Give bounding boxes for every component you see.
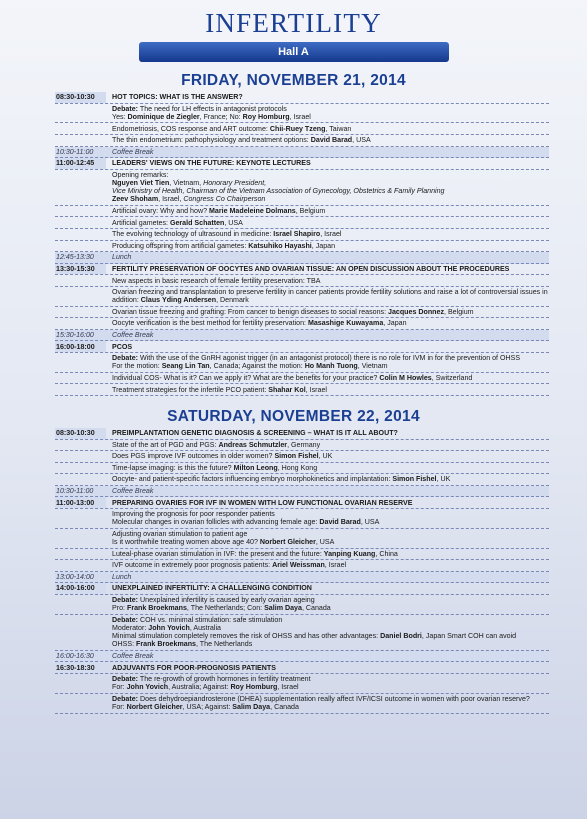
- time-cell: [55, 307, 106, 318]
- talk-content: [106, 674, 549, 693]
- talk-line: [112, 105, 549, 113]
- talk-row: [55, 135, 549, 147]
- talk-line: [112, 136, 549, 144]
- speaker-name: Ho Manh Tuong: [304, 362, 358, 371]
- talk-line: [112, 179, 549, 187]
- talk-text: COH vs. minimal stimulation: safe stimulation: [138, 615, 283, 624]
- talk-line: [112, 475, 549, 483]
- talk-row: [55, 440, 549, 452]
- speaker-name: Dominique de Ziegler: [127, 112, 200, 121]
- talk-text: , Japan: [311, 241, 336, 250]
- talk-row: [55, 474, 549, 486]
- time-cell: [55, 674, 106, 693]
- talk-text: The need for LH effects in antagonist protocols: [138, 104, 287, 113]
- time-cell: [55, 135, 106, 146]
- speaker-name: Norbert Gleicher: [126, 703, 183, 712]
- time-cell: 16:30-18:30: [55, 662, 106, 673]
- time-cell: 16:00-16:30: [55, 651, 106, 662]
- talk-content: [106, 440, 549, 451]
- speaker-name: Debate:: [112, 675, 139, 684]
- talk-line: [112, 187, 549, 195]
- talk-text: , Israel: [305, 385, 328, 394]
- talk-line: [112, 550, 549, 558]
- talk-line: [112, 195, 549, 203]
- talk-row: [55, 694, 549, 714]
- speaker-name: Masashige Kuwayama: [307, 319, 384, 328]
- speaker-name: Katsuhiko Hayashi: [248, 241, 312, 250]
- talk-line: [112, 530, 549, 538]
- talk-content: [106, 229, 549, 240]
- talk-text: Oocyte verification is the best method for fertility preservation:: [112, 319, 308, 328]
- talk-content: [106, 509, 549, 528]
- talk-text: , Denmark: [216, 296, 249, 305]
- talk-text: , Hong Kong: [277, 463, 318, 472]
- time-cell: [55, 440, 106, 451]
- page-title: INFERTILITY: [205, 8, 382, 38]
- talk-line: [112, 308, 549, 316]
- speaker-name: Chii-Ruey Tzeng: [269, 124, 326, 133]
- speaker-name: John Yovich: [148, 624, 190, 633]
- talk-row: [55, 674, 549, 694]
- speaker-name: Yanping Kuang: [323, 549, 376, 558]
- time-cell: [55, 595, 106, 614]
- talk-text: Endometriosis, COS response and ART outcome:: [112, 124, 270, 133]
- talk-content: [106, 451, 549, 462]
- break-row: [55, 147, 549, 159]
- talk-line: [112, 518, 549, 526]
- break-label: Lunch: [112, 572, 132, 581]
- time-cell: 10:30-11:00: [55, 486, 106, 497]
- speaker-name: Marie Madeleine Dolmans: [209, 207, 296, 216]
- talk-text: OHSS:: [112, 640, 137, 649]
- talk-text: , Canada: [270, 703, 299, 712]
- time-cell: [55, 474, 106, 485]
- talk-text: With the use of the GnRH agonist trigger (in an antagonist protocol) there is no role for IVM in for the prevention of OHSS: [138, 354, 521, 363]
- talk-text: Vice Ministry of Health, Chairman of the Vietnam Association of Gynecology, Obstetrics & Family Planning: [112, 187, 445, 196]
- talk-text: The evolving technology of ultrasound in medicine:: [112, 230, 274, 239]
- talk-row: [55, 384, 549, 396]
- talk-text: , Israel,: [158, 195, 184, 204]
- speaker-name: Colin M Howles: [379, 373, 432, 382]
- break-row: [55, 252, 549, 264]
- session-title: PCOS: [112, 342, 133, 351]
- talk-line: [112, 695, 549, 703]
- talk-row: [55, 451, 549, 463]
- talk-row: [55, 615, 549, 651]
- talk-text: Congress Co Chairperson: [183, 195, 266, 204]
- talk-text: , Taiwan: [325, 124, 352, 133]
- speaker-name: Simon Fishel: [274, 452, 319, 461]
- talk-line: [112, 113, 549, 121]
- talk-line: [112, 288, 549, 304]
- talk-text: , Australia: [189, 624, 221, 633]
- talk-row: [55, 549, 549, 561]
- time-cell: 08:30-10:30: [55, 92, 106, 103]
- talk-line: [112, 675, 549, 683]
- session-row: [55, 92, 549, 104]
- talk-line: [112, 561, 549, 569]
- talk-text: , Vietnam: [357, 362, 388, 371]
- talk-row: [55, 463, 549, 475]
- session-title: PREIMPLANTATION GENETIC DIAGNOSIS & SCREENING – WHAT IS IT ALL ABOUT?: [112, 429, 398, 438]
- talk-text: Minimal stimulation completely removes the risk of OHSS and has other advantages:: [112, 632, 381, 641]
- talk-text: Time-lapse imaging: is this the future?: [112, 463, 234, 472]
- talk-line: [112, 596, 549, 604]
- time-cell: [55, 206, 106, 217]
- talk-content: [106, 170, 549, 205]
- talk-text: , The Netherlands: [195, 640, 253, 649]
- talk-line: [112, 171, 549, 179]
- talk-line: [112, 319, 549, 327]
- session-row: [55, 497, 549, 509]
- talk-text: The thin endometrium: pathophysiology and treatment options:: [112, 136, 311, 145]
- time-cell: [55, 104, 106, 123]
- talk-content: [106, 694, 549, 713]
- talk-content: [106, 615, 549, 650]
- talk-text: Individual COS- What is it? Can we apply it? What are the benefits for your practice?: [112, 373, 380, 382]
- day-heading: SATURDAY, NOVEMBER 22, 2014: [167, 407, 420, 425]
- talk-text: , UK: [318, 452, 333, 461]
- talk-line: [112, 242, 549, 250]
- talk-line: [112, 538, 549, 546]
- talk-content: [106, 206, 549, 217]
- session-title: ADJUVANTS FOR POOR-PROGNOSIS PATIENTS: [112, 663, 276, 672]
- talk-text: , USA: [360, 518, 380, 527]
- speaker-name: David Barad: [319, 518, 361, 527]
- time-cell: [55, 217, 106, 228]
- time-cell: [55, 123, 106, 134]
- time-cell: [55, 229, 106, 240]
- talk-content: [106, 275, 549, 286]
- speaker-name: Andreas Schmutzler: [218, 440, 288, 449]
- talk-text: , USA: [315, 538, 335, 547]
- talk-text: Opening remarks:: [112, 170, 169, 179]
- time-cell: 16:00-18:00: [55, 341, 106, 352]
- break-label: Lunch: [112, 253, 132, 262]
- talk-text: , Japan: [383, 319, 407, 328]
- session-row: [55, 264, 549, 276]
- talk-content: [106, 307, 549, 318]
- time-cell: 13:00-14:00: [55, 572, 106, 583]
- talk-content: [106, 353, 549, 372]
- talk-content: [106, 474, 549, 485]
- talk-text: , Israel: [324, 561, 347, 570]
- talk-text: Producing offspring from artificial gametes:: [112, 241, 249, 250]
- speaker-name: Claus Yding Andersen: [140, 296, 217, 305]
- session-row: [55, 583, 549, 595]
- time-cell: 14:00-16:00: [55, 583, 106, 594]
- talk-text: Pro:: [112, 604, 127, 613]
- talk-row: [55, 307, 549, 319]
- talk-line: [112, 441, 549, 449]
- talk-text: Honorary President,: [203, 179, 267, 188]
- talk-line: [112, 703, 549, 711]
- talk-line: [112, 452, 549, 460]
- time-cell: 15:30-16:00: [55, 330, 106, 341]
- talk-row: [55, 509, 549, 529]
- session-row: [55, 158, 549, 170]
- schedule-table: [55, 92, 549, 396]
- talk-text: Is it worthwhile treating women above age 40?: [112, 538, 260, 547]
- time-cell: [55, 560, 106, 571]
- talk-row: [55, 170, 549, 206]
- speaker-name: Daniel Bodri: [380, 632, 422, 641]
- talk-line: [112, 386, 549, 394]
- talk-line: [112, 374, 549, 382]
- speaker-name: Zeev Shoham: [112, 195, 159, 204]
- speaker-name: Simon Fishel: [392, 475, 437, 484]
- talk-text: , UK: [436, 475, 451, 484]
- talk-line: [112, 640, 549, 648]
- talk-line: [112, 604, 549, 612]
- talk-text: , China: [375, 549, 398, 558]
- talk-text: Does PGS improve IVF outcomes in older women?: [112, 452, 275, 461]
- speaker-name: Milton Leong: [233, 463, 278, 472]
- talk-line: [112, 207, 549, 215]
- talk-row: [55, 318, 549, 330]
- talk-text: , France; No:: [199, 112, 243, 121]
- time-cell: [55, 318, 106, 329]
- speaker-name: Norbert Gleicher: [259, 538, 316, 547]
- talk-text: , USA; Against:: [182, 703, 233, 712]
- talk-text: , Israel: [289, 112, 311, 121]
- time-cell: [55, 384, 106, 395]
- talk-text: Improving the prognosis for poor responder patients: [112, 510, 275, 519]
- time-cell: [55, 694, 106, 713]
- talk-text: , USA: [224, 218, 243, 227]
- talk-row: [55, 353, 549, 373]
- speaker-name: Shahar Kol: [268, 385, 306, 394]
- talk-row: [55, 104, 549, 124]
- talk-row: [55, 560, 549, 572]
- talk-line: [112, 510, 549, 518]
- time-cell: [55, 549, 106, 560]
- talk-content: [106, 373, 549, 384]
- talk-content: [106, 549, 549, 560]
- talk-line: [112, 219, 549, 227]
- talk-text: The re-growth of growth hormones in fertility treatment: [138, 675, 311, 684]
- talk-text: Luteal-phase ovarian stimulation in IVF: the present and the future:: [112, 549, 324, 558]
- talk-content: [106, 463, 549, 474]
- speaker-name: Jacques Donnez: [388, 307, 444, 316]
- talk-row: [55, 287, 549, 307]
- talk-row: [55, 275, 549, 287]
- talk-text: , Israel: [277, 683, 299, 692]
- time-cell: [55, 275, 106, 286]
- session-row: [55, 662, 549, 674]
- session-title: PREPARING OVARIES FOR IVF IN WOMEN WITH LOW FUNCTIONAL OVARIAN RESERVE: [112, 498, 413, 507]
- talk-text: , Japan Smart COH can avoid: [421, 632, 517, 641]
- talk-text: , Canada; Against the motion:: [209, 362, 305, 371]
- talk-content: [106, 318, 549, 329]
- talk-text: For:: [112, 683, 127, 692]
- speaker-name: Nguyen Viet Tien: [112, 179, 170, 188]
- talk-row: [55, 217, 549, 229]
- talk-row: [55, 241, 549, 253]
- talk-text: Oocyte- and patient-specific factors influencing embryo morphokinetics and implantation:: [112, 475, 393, 484]
- talk-text: State of the art of PGD and PGS:: [112, 440, 219, 449]
- break-row: [55, 330, 549, 342]
- time-cell: 11:00-13:00: [55, 497, 106, 508]
- time-cell: [55, 615, 106, 650]
- talk-content: [106, 560, 549, 571]
- talk-content: [106, 595, 549, 614]
- speaker-name: Debate:: [112, 104, 139, 113]
- break-row: [55, 651, 549, 663]
- talk-line: [112, 683, 549, 691]
- talk-text: , Germany: [287, 440, 321, 449]
- hall-banner: Hall A: [139, 42, 449, 62]
- talk-line: [112, 616, 549, 624]
- speaker-name: Debate:: [112, 596, 139, 605]
- speaker-name: Roy Homburg: [242, 112, 290, 121]
- talk-line: [112, 362, 549, 370]
- talk-text: Artificial gametes:: [112, 218, 170, 227]
- day-heading: FRIDAY, NOVEMBER 21, 2014: [181, 72, 406, 89]
- talk-line: [112, 624, 549, 632]
- speaker-name: Frank Broekmans: [126, 604, 187, 613]
- talk-text: Adjusting ovarian stimulation to patient age: [112, 529, 248, 538]
- talk-text: , The Netherlands; Con:: [186, 604, 265, 613]
- session-title: FERTILITY PRESERVATION OF OOCYTES AND OVARIAN TISSUE: AN OPEN DISCUSSION ABOUT THE PROCEDURES: [112, 264, 510, 273]
- break-row: [55, 572, 549, 584]
- time-cell: [55, 170, 106, 205]
- talk-text: Molecular changes in ovarian follicles with advancing female age:: [112, 518, 320, 527]
- break-label: Coffee Break: [112, 147, 154, 156]
- talk-text: Unexplained infertility is caused by early ovarian ageing: [138, 596, 315, 605]
- speaker-name: Debate:: [112, 694, 139, 703]
- session-title: UNEXPLAINED INFERTILITY: A CHALLENGING CONDITION: [112, 584, 312, 593]
- talk-content: [106, 123, 549, 134]
- break-label: Coffee Break: [112, 652, 154, 661]
- talk-line: [112, 464, 549, 472]
- talk-content: [106, 287, 549, 306]
- time-cell: 10:30-11:00: [55, 147, 106, 158]
- time-cell: [55, 287, 106, 306]
- speaker-name: Israel Shapiro: [273, 230, 321, 239]
- speaker-name: Seang Lin Tan: [161, 362, 210, 371]
- time-cell: [55, 451, 106, 462]
- time-cell: [55, 373, 106, 384]
- talk-text: Artificial ovary: Why and how?: [112, 207, 209, 216]
- talk-text: For the motion:: [112, 362, 162, 371]
- talk-text: New aspects in basic research of female fertility preservation: TBA: [112, 276, 321, 285]
- speaker-name: David Barad: [310, 136, 353, 145]
- session-row: [55, 428, 549, 440]
- talk-line: [112, 632, 549, 640]
- talk-content: [106, 241, 549, 252]
- talk-content: [106, 217, 549, 228]
- break-row: [55, 486, 549, 498]
- talk-text: , Switzerland: [431, 373, 473, 382]
- talk-line: [112, 354, 549, 362]
- speaker-name: Frank Broekmans: [136, 640, 196, 649]
- schedule-table: [55, 428, 549, 714]
- talk-row: [55, 123, 549, 135]
- talk-text: , Canada: [301, 604, 331, 613]
- talk-line: [112, 277, 549, 285]
- speaker-name: Salim Daya: [232, 703, 271, 712]
- talk-text: Treatment strategies for the infertile PCO patient:: [112, 385, 269, 394]
- talk-text: , Australia; Against:: [168, 683, 231, 692]
- talk-text: , Belgium: [444, 307, 474, 316]
- talk-text: , USA: [352, 136, 371, 145]
- talk-line: [112, 230, 549, 238]
- talk-text: , Israel: [320, 230, 342, 239]
- time-cell: 12:45-13:30: [55, 252, 106, 263]
- talk-content: [106, 529, 549, 548]
- talk-text: , Belgium: [295, 207, 326, 216]
- speaker-name: Debate:: [112, 615, 139, 624]
- time-cell: [55, 463, 106, 474]
- talk-content: [106, 135, 549, 146]
- talk-line: [112, 125, 549, 133]
- talk-text: , Vietnam,: [169, 179, 204, 188]
- speaker-name: Debate:: [112, 354, 139, 363]
- talk-text: For:: [112, 703, 127, 712]
- session-title: HOT TOPICS: WHAT IS THE ANSWER?: [112, 93, 243, 102]
- talk-row: [55, 595, 549, 615]
- talk-text: Ovarian tissue freezing and grafting: From cancer to benign diseases to social reasons:: [112, 307, 389, 316]
- program: [0, 72, 587, 714]
- speaker-name: John Yovich: [126, 683, 169, 692]
- talk-row: [55, 529, 549, 549]
- time-cell: [55, 353, 106, 372]
- session-row: [55, 341, 549, 353]
- time-cell: [55, 241, 106, 252]
- speaker-name: Gerald Schatten: [169, 218, 225, 227]
- speaker-name: Ariel Weissman: [272, 561, 325, 570]
- time-cell: 13:30-15:30: [55, 264, 106, 275]
- session-title: LEADERS' VIEWS ON THE FUTURE: KEYNOTE LECTURES: [112, 159, 311, 168]
- talk-text: IVF outcome in extremely poor prognosis patients:: [112, 561, 273, 570]
- time-cell: 11:00-12:45: [55, 158, 106, 169]
- time-cell: [55, 529, 106, 548]
- talk-content: [106, 384, 549, 395]
- talk-text: Ovarian freezing and transplantation to preserve fertility in cancer patients provide fertility solutions and raise a lot of controversial issues in addition:: [112, 288, 548, 305]
- speaker-name: Roy Homburg: [230, 683, 278, 692]
- talk-row: [55, 373, 549, 385]
- talk-row: [55, 206, 549, 218]
- time-cell: [55, 509, 106, 528]
- break-label: Coffee Break: [112, 331, 154, 340]
- talk-content: [106, 104, 549, 123]
- talk-text: Does dehydroepiandrosterone (DHEA) supplementation really affect IVF/ICSI outcome in women with poor ovarian reserve?: [138, 694, 530, 703]
- time-cell: 08:30-10:30: [55, 428, 106, 439]
- break-label: Coffee Break: [112, 487, 154, 496]
- talk-text: Moderator:: [112, 624, 149, 633]
- talk-text: Yes:: [112, 112, 128, 121]
- speaker-name: Salim Daya: [264, 604, 302, 613]
- talk-row: [55, 229, 549, 241]
